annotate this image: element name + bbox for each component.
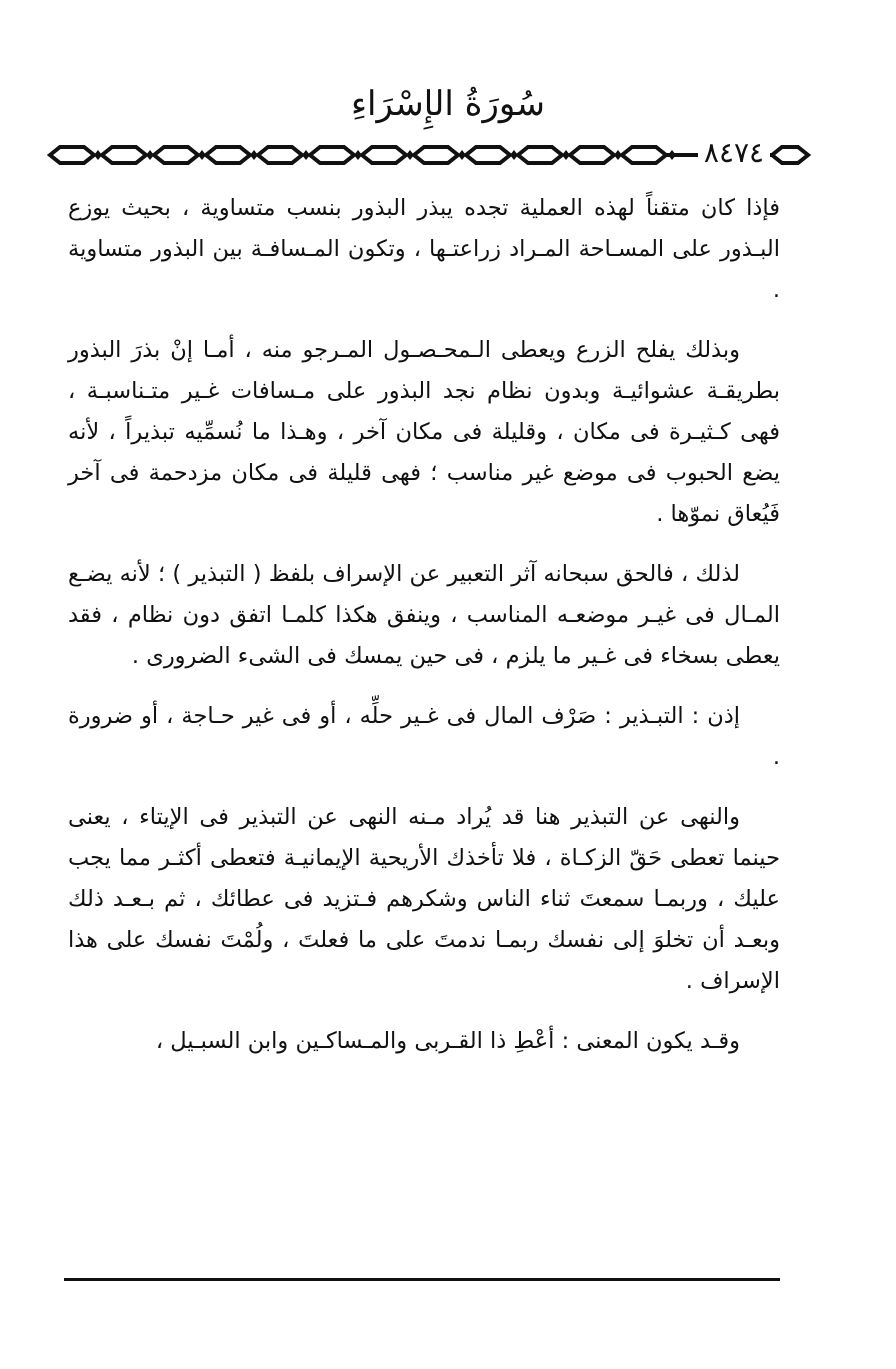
paragraph-2: وبذلك يفلح الزرع ويعطى الـمحـصـول المـرجو منه ، أمـا إنْ بذرَ البذور بطريقـة عشوائيـة وبدون نظام نجد البذور على مـسافات غـير متـناسبـة ، فهى كـثيـرة فى مكان ، وقليلة فى مكان آخر ، وهـذا ما نُسمِّيه تبذيراً ، لأنه يضع الحبوب فى موضع غير مناسب ؛ فهى قليلة فى مكان مزدحمة فى آخر فَيُعاق نموّها . [68,337,780,527]
page-body [68,188,780,1081]
paragraph-4: إذن : التبـذير : صَرْف المال فى غـير حلِّه ، أو فى غير حـاجة ، أو ضرورة . [68,703,780,770]
paragraph-3: لذلك ، فالحق سبحانه آثر التعبير عن الإسراف بلفظ ( التبذير ) ؛ لأنه يضـع المـال فى غيـر موضعـه المناسب ، وينفق هكذا كلمـا اتفق دون نظام ، فقد يعطى بسخاء فى غـير ما يلزم ، فى حين يمسك فى الشىء الضرورى . [68,561,780,669]
surah-title: سُورَةُ الإِسْرَاءِ [351,84,545,124]
paragraph-5: والنهى عن التبذير هنا قد يُراد مـنه النهى عن التبذير فى الإيتاء ، يعنى حينما تعطى حَقّ الزكـاة ، فلا تأخذك الأريحية الإيمانيـة فتعطى أكثـر مما يجب عليك ، وربمـا سمعتَ ثناء الناس وشكرهم فـتزيد فى عطائك ، ثم بـعـد ذلك وبعـد أن تخلوَ إلى نفسك ربمـا ندمتَ على ما فعلتَ ، ولُمْتَ نفسك على هذا الإسراف . [68,804,780,994]
paragraph-6: وقـد يكون المعنى : أعْطِ ذا القـربى والمـساكـين وابن السبـيل ، [155,1028,740,1054]
page-number: ٨٤٧٤ [698,136,770,170]
bottom-divider [64,1278,780,1281]
paragraph-1: فإذا كان متقناً لهذه العملية تجده يبذر البذور بنسب متساوية ، بحيث يوزع البـذور على المسـاحة المـراد زراعتـها ، وتكون المـسافـة بين البذور متساوية . [68,195,780,303]
